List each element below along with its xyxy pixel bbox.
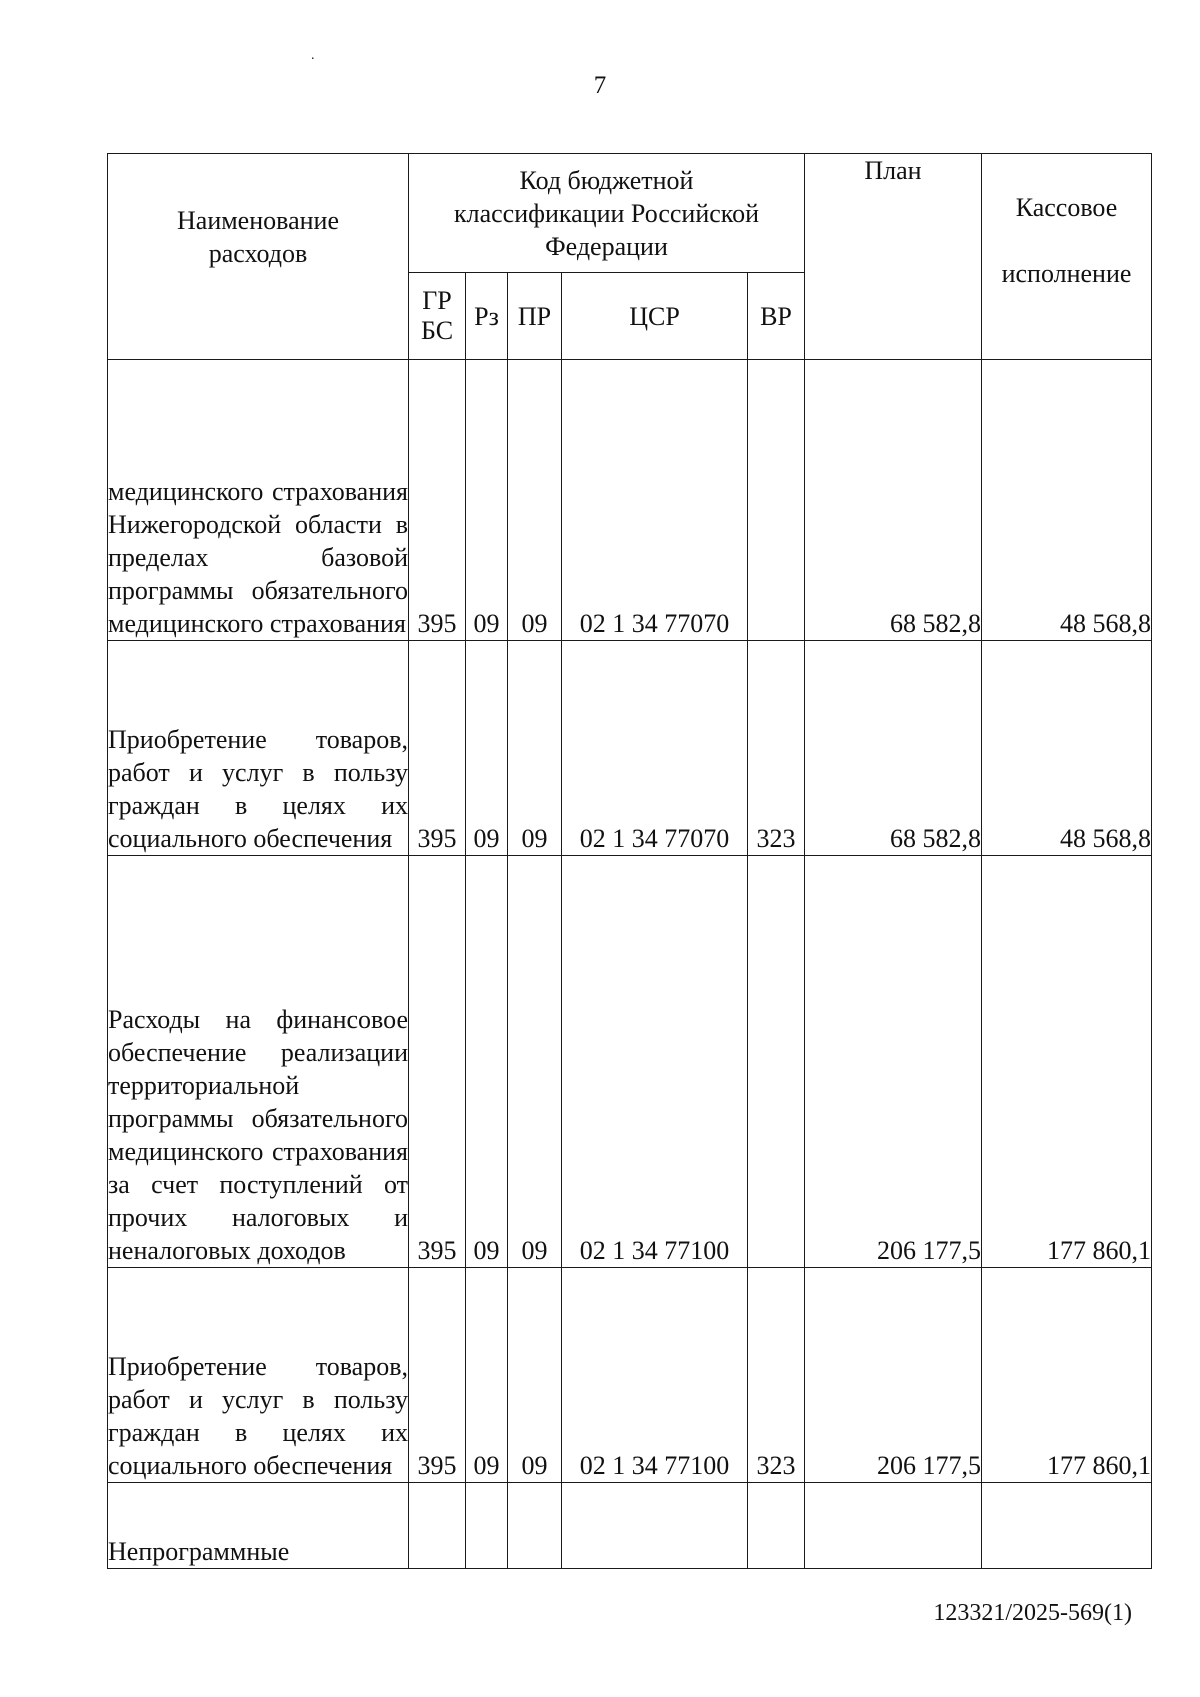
cell-name: Приобретение товаров, работ и услуг в пользу граждан в целях их социального обеспечения [108, 1268, 409, 1483]
cell-rz [466, 1483, 508, 1569]
cell-rz: 09 [466, 360, 508, 641]
cell-rz: 09 [466, 641, 508, 856]
header-code-line-3: Федерации [545, 231, 668, 261]
cell-pr: 09 [508, 856, 562, 1268]
cell-name: Расходы на финансовое обеспечение реализации территориальной программы обязательного медицинского страхования за счет поступлений от прочих налоговых и неналоговых доходов [108, 856, 409, 1268]
cell-csr: 02 1 34 77100 [562, 856, 748, 1268]
cell-grbs: 395 [409, 641, 466, 856]
cell-pr [508, 1483, 562, 1569]
table-row [108, 641, 1152, 856]
header-code-line-2: классификации Российской [453, 198, 760, 228]
cell-csr [562, 1483, 748, 1569]
cell-vr [748, 1483, 805, 1569]
cell-pr: 09 [508, 641, 562, 856]
header-kass-line-2: исполнение [1001, 259, 1132, 288]
cell-csr: 02 1 34 77070 [562, 360, 748, 641]
header-name-line-1: Наименование [177, 205, 339, 235]
header-rz: Рз [466, 273, 508, 360]
table-row [108, 360, 1152, 641]
header-code-line-1: Код бюджетной [519, 165, 694, 195]
header-grbs [409, 273, 466, 360]
cell-vr: 323 [748, 641, 805, 856]
header-grbs-line-1: ГР [422, 286, 452, 315]
cell-grbs [409, 1483, 466, 1569]
header-vr: ВР [748, 273, 805, 360]
cell-plan [805, 1483, 982, 1569]
header-pr: ПР [508, 273, 562, 360]
header-name [108, 154, 409, 360]
cell-rz: 09 [466, 856, 508, 1268]
header-kass [982, 154, 1152, 360]
header-plan: План [805, 154, 982, 360]
page-number: 7 [593, 72, 607, 99]
cell-kass: 48 568,8 [982, 360, 1152, 641]
stray-dot: . [311, 48, 315, 63]
header-grbs-line-2: БС [420, 316, 454, 345]
cell-grbs: 395 [409, 1268, 466, 1483]
table-row [108, 1268, 1152, 1483]
cell-plan: 206 177,5 [805, 1268, 982, 1483]
cell-kass [982, 1483, 1152, 1569]
cell-name: медицинского страхования Нижегородской области в пределах базовой программы обязательного медицинского страхования [108, 360, 409, 641]
cell-grbs: 395 [409, 856, 466, 1268]
cell-vr [748, 856, 805, 1268]
cell-vr [748, 360, 805, 641]
cell-pr: 09 [508, 360, 562, 641]
cell-plan: 206 177,5 [805, 856, 982, 1268]
table-row [108, 856, 1152, 1268]
header-csr: ЦСР [562, 273, 748, 360]
cell-name: Непрограммные [108, 1483, 409, 1569]
cell-csr: 02 1 34 77070 [562, 641, 748, 856]
document-code: 123321/2025-569(1) [933, 1600, 1132, 1626]
budget-table [107, 153, 1152, 1569]
cell-rz: 09 [466, 1268, 508, 1483]
cell-plan: 68 582,8 [805, 360, 982, 641]
cell-kass: 177 860,1 [982, 856, 1152, 1268]
header-code-group [409, 154, 805, 273]
cell-name: Приобретение товаров, работ и услуг в пользу граждан в целях их социального обеспечения [108, 641, 409, 856]
cell-csr: 02 1 34 77100 [562, 1268, 748, 1483]
table-row [108, 1483, 1152, 1569]
cell-plan: 68 582,8 [805, 641, 982, 856]
cell-pr: 09 [508, 1268, 562, 1483]
header-name-line-2: расходов [208, 238, 308, 268]
cell-kass: 48 568,8 [982, 641, 1152, 856]
cell-vr: 323 [748, 1268, 805, 1483]
cell-kass: 177 860,1 [982, 1268, 1152, 1483]
header-kass-line-1: Кассовое [1015, 193, 1118, 222]
cell-grbs: 395 [409, 360, 466, 641]
header-row-top [108, 154, 1152, 273]
